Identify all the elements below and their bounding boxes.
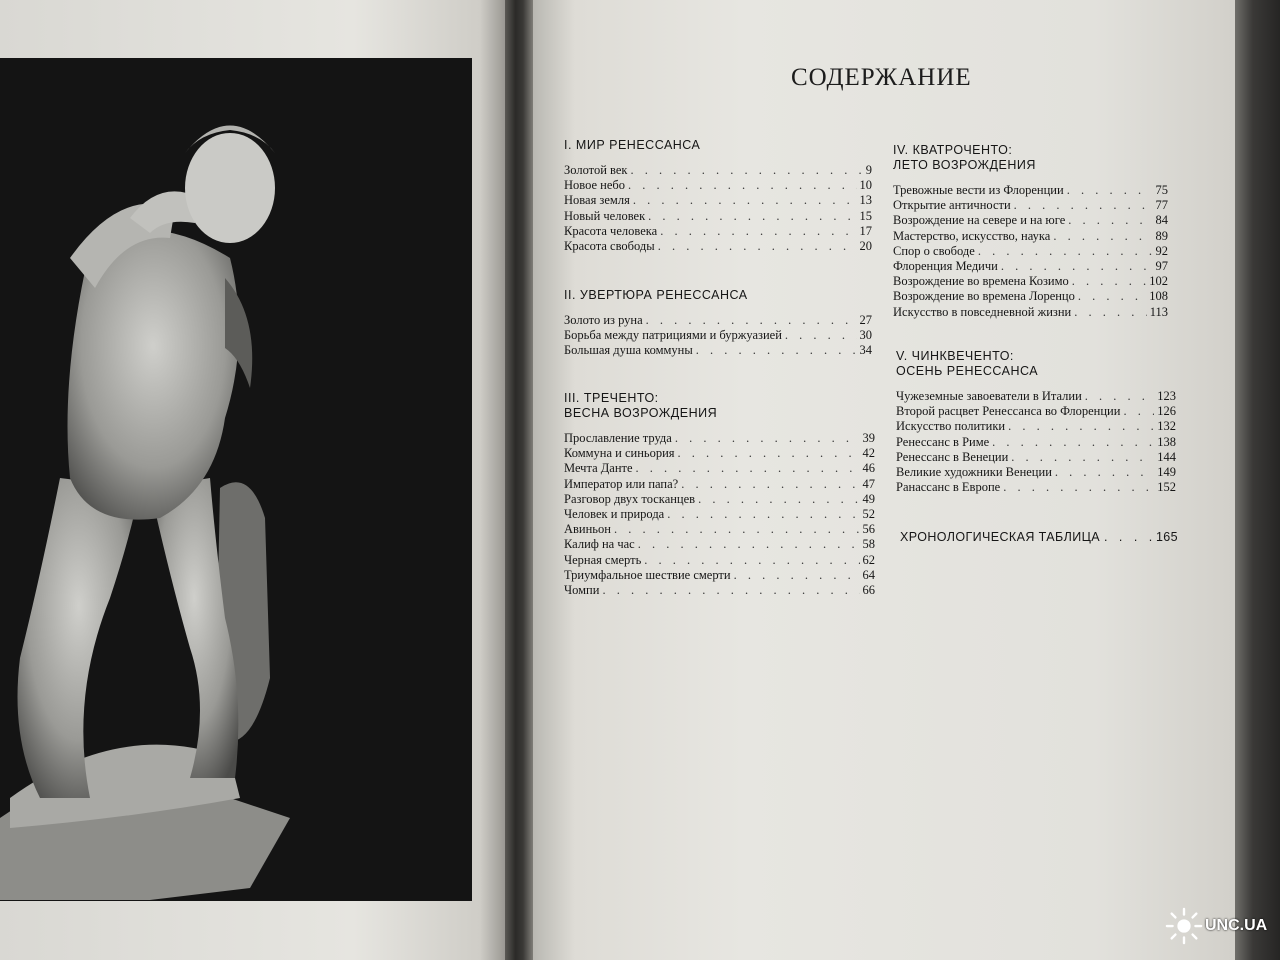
entry-list xyxy=(564,163,872,254)
entry-title: Большая душа коммуны xyxy=(564,343,693,358)
toc-entry xyxy=(564,583,875,598)
section-heading: III. ТРЕЧЕНТО: ВЕСНА ВОЗРОЖДЕНИЯ xyxy=(564,391,718,420)
entry-page-number: 77 xyxy=(1155,198,1168,213)
entry-title: Красота свободы xyxy=(564,239,655,254)
entry-list xyxy=(564,431,875,598)
entry-page-number: 152 xyxy=(1157,480,1176,495)
toc-entry xyxy=(564,553,875,568)
leader-dots xyxy=(678,446,860,461)
leader-dots xyxy=(696,343,857,358)
entry-page-number: 47 xyxy=(862,476,875,491)
entry-page-number: 56 xyxy=(862,522,875,537)
entry-page-number: 126 xyxy=(1157,404,1176,419)
entry-title: Возрождение на севере и на юге xyxy=(893,213,1066,228)
leader-dots xyxy=(667,507,859,522)
entry-title: Возрождение во времена Козимо xyxy=(893,274,1069,289)
section-heading: IV. КВАТРОЧЕНТО: ЛЕТО ВОЗРОЖДЕНИЯ xyxy=(893,143,1036,172)
leader-dots xyxy=(1067,183,1153,198)
entry-page-number: 34 xyxy=(859,343,872,358)
leader-dots xyxy=(648,209,856,224)
toc-entry xyxy=(564,178,872,193)
entry-page-number: 27 xyxy=(859,313,872,327)
toc-section xyxy=(564,391,875,598)
chronology-entry xyxy=(900,530,1178,544)
entry-title: Триумфальное шествие смерти xyxy=(564,567,731,582)
toc-entry xyxy=(564,477,875,492)
entry-page-number: 66 xyxy=(862,583,875,598)
toc-entry xyxy=(893,259,1168,274)
entry-title: Калиф на час xyxy=(564,537,635,552)
leader-dots xyxy=(698,492,859,507)
entry-page-number: 58 xyxy=(862,537,875,552)
entry-title: Мастерство, искусство, наука xyxy=(893,228,1051,243)
toc-entry xyxy=(564,163,872,178)
toc-section xyxy=(564,138,872,254)
entry-page-number: 149 xyxy=(1157,465,1176,480)
toc-section xyxy=(893,143,1168,320)
entry-page-number: 46 xyxy=(862,461,875,476)
leader-dots xyxy=(636,461,860,476)
toc-entry xyxy=(896,435,1176,450)
toc-entry xyxy=(564,209,872,224)
entry-title: Второй расцвет Ренессанса во Флоренции xyxy=(896,404,1121,419)
toc-entry xyxy=(893,213,1168,228)
book-gutter xyxy=(505,0,535,960)
leader-dots xyxy=(644,553,859,568)
entry-page-number: 144 xyxy=(1157,449,1176,464)
leader-dots xyxy=(602,583,859,598)
toc-entry xyxy=(893,183,1168,198)
entry-title: Черная смерть xyxy=(564,552,642,567)
entry-title: Коммуна и синьория xyxy=(564,446,675,461)
toc-entry xyxy=(896,419,1176,434)
leader-dots xyxy=(646,313,857,328)
leader-dots xyxy=(1011,450,1154,465)
leader-dots xyxy=(675,431,860,446)
leader-dots xyxy=(658,239,857,254)
toc-entry xyxy=(893,198,1168,213)
entry-title: Красота человека xyxy=(564,223,658,238)
toc-entry xyxy=(564,507,875,522)
toc-entry xyxy=(896,389,1176,404)
toc-entry xyxy=(893,244,1168,259)
entry-title: Открытие античности xyxy=(893,198,1011,213)
leader-dots xyxy=(1072,274,1146,289)
entry-title: Авиньон xyxy=(564,522,611,537)
leader-dots xyxy=(638,537,860,552)
toc-entry xyxy=(893,229,1168,244)
entry-page-number: 49 xyxy=(862,491,875,506)
entry-title: Искусство в повседневной жизни xyxy=(893,304,1072,319)
entry-list xyxy=(896,389,1176,495)
entry-page-number: 17 xyxy=(859,223,872,238)
entry-title: Человек и природа xyxy=(564,507,665,522)
toc-entry xyxy=(564,193,872,208)
entry-title: Ренессанс в Венеции xyxy=(896,449,1009,464)
entry-page-number: 132 xyxy=(1157,419,1176,434)
entry-title: Прославление труда xyxy=(564,431,672,445)
entry-page-number: 10 xyxy=(859,178,872,193)
toc-entry xyxy=(896,404,1176,419)
toc-entry xyxy=(564,239,872,254)
toc-entry xyxy=(564,492,875,507)
site-watermark xyxy=(1165,903,1275,949)
toc-entry xyxy=(893,305,1168,320)
leader-dots xyxy=(1053,229,1152,244)
leader-dots xyxy=(1014,198,1153,213)
entry-title: Золотой век xyxy=(564,163,628,177)
toc-entry xyxy=(893,274,1168,289)
entry-title: Золото из руна xyxy=(564,313,643,327)
leader-dots xyxy=(1008,419,1154,434)
toc-title: СОДЕРЖАНИЕ xyxy=(791,64,972,91)
entry-page-number: 75 xyxy=(1155,183,1168,197)
entry-page-number: 84 xyxy=(1155,213,1168,228)
toc-entry xyxy=(564,461,875,476)
toc-entry xyxy=(893,289,1168,304)
leader-dots xyxy=(660,224,856,239)
entry-title: Борьба между патрициями и буржуазией xyxy=(564,328,782,343)
entry-page-number: 108 xyxy=(1149,289,1168,304)
entry-title: Флоренция Медичи xyxy=(893,259,998,274)
entry-title: Чужеземные завоеватели в Италии xyxy=(896,389,1082,403)
leader-dots xyxy=(978,244,1153,259)
leader-dots xyxy=(1003,480,1154,495)
entry-page-number: 42 xyxy=(862,446,875,461)
page-edge xyxy=(1235,0,1280,960)
entry-title: Мечта Данте xyxy=(564,461,633,476)
entry-page-number: 52 xyxy=(862,507,875,522)
leader-dots xyxy=(1123,404,1154,419)
toc-entry xyxy=(564,431,875,446)
leader-dots xyxy=(1085,389,1154,404)
entry-title: Великие художники Венеции xyxy=(896,465,1052,480)
entry-title: Тревожные вести из Флоренции xyxy=(893,183,1064,197)
leader-dots xyxy=(628,178,856,193)
entry-title: Ранассанс в Европе xyxy=(896,480,1001,495)
toc-section xyxy=(896,349,1176,495)
section-heading: I. МИР РЕНЕССАНСА xyxy=(564,138,701,152)
toc-entry xyxy=(564,313,872,328)
entry-list xyxy=(893,183,1168,320)
entry-page-number: 102 xyxy=(1149,274,1168,289)
leader-dots xyxy=(1074,305,1146,320)
section-heading: V. ЧИНКВЕЧЕНТО: ОСЕНЬ РЕНЕССАНСА xyxy=(896,349,1039,378)
sun-logo-icon xyxy=(1165,907,1203,945)
toc-entry xyxy=(564,343,872,358)
entry-page-number: 15 xyxy=(859,208,872,223)
entry-page-number: 9 xyxy=(865,163,872,177)
entry-page-number: 113 xyxy=(1149,304,1168,319)
entry-title: Искусство политики xyxy=(896,419,1006,434)
entry-page-number: 123 xyxy=(1157,389,1176,403)
toc-entry xyxy=(564,537,875,552)
leader-dots xyxy=(992,435,1154,450)
section-heading: II. УВЕРТЮРА РЕНЕССАНСА xyxy=(564,288,748,302)
entry-page-number: 89 xyxy=(1155,228,1168,243)
entry-page-number: 30 xyxy=(859,328,872,343)
leader-dots xyxy=(633,193,857,208)
leader-dots xyxy=(1078,289,1146,304)
toc-entry xyxy=(564,568,875,583)
toc-entry xyxy=(564,522,875,537)
entry-title: Новая земля xyxy=(564,193,630,208)
toc-entry xyxy=(896,465,1176,480)
statue-image xyxy=(0,58,472,901)
entry-title: Спор о свободе xyxy=(893,243,975,258)
entry-page-number: 97 xyxy=(1155,259,1168,274)
entry-page-number: 138 xyxy=(1157,434,1176,449)
entry-page-number: 39 xyxy=(862,431,875,445)
entry-title: Новый человек xyxy=(564,208,646,223)
entry-title: Возрождение во времена Лоренцо xyxy=(893,289,1075,304)
watermark-text: UNC.UA xyxy=(1205,917,1268,934)
entry-title: Новое небо xyxy=(564,178,626,193)
leader-dots xyxy=(681,477,859,492)
left-page xyxy=(0,0,505,960)
entry-page-number: 13 xyxy=(859,193,872,208)
leader-dots xyxy=(1055,465,1154,480)
chronology-page: 165 xyxy=(1155,530,1178,544)
leader-dots xyxy=(785,328,857,343)
leader-dots xyxy=(1001,259,1153,274)
entry-title: Чомпи xyxy=(564,583,600,598)
toc-entry xyxy=(564,224,872,239)
leader-dots xyxy=(630,163,862,178)
entry-title: Ренессанс в Риме xyxy=(896,434,990,449)
leader-dots xyxy=(614,522,860,537)
entry-page-number: 62 xyxy=(862,552,875,567)
entry-page-number: 20 xyxy=(859,239,872,254)
entry-page-number: 92 xyxy=(1155,243,1168,258)
leader-dots xyxy=(1068,213,1152,228)
entry-page-number: 64 xyxy=(862,567,875,582)
chronology-label: ХРОНОЛОГИЧЕСКАЯ ТАБЛИЦА xyxy=(900,530,1100,544)
leader-dots xyxy=(734,568,860,583)
toc-entry xyxy=(564,328,872,343)
entry-title: Разговор двух тосканцев xyxy=(564,491,696,506)
toc-entry xyxy=(564,446,875,461)
leader-dots xyxy=(1104,530,1152,544)
entry-title: Император или папа? xyxy=(564,476,679,491)
toc-entry xyxy=(896,450,1176,465)
entry-list xyxy=(564,313,872,359)
toc-entry xyxy=(896,480,1176,495)
toc-section xyxy=(564,288,872,359)
statue-photograph xyxy=(0,58,472,901)
